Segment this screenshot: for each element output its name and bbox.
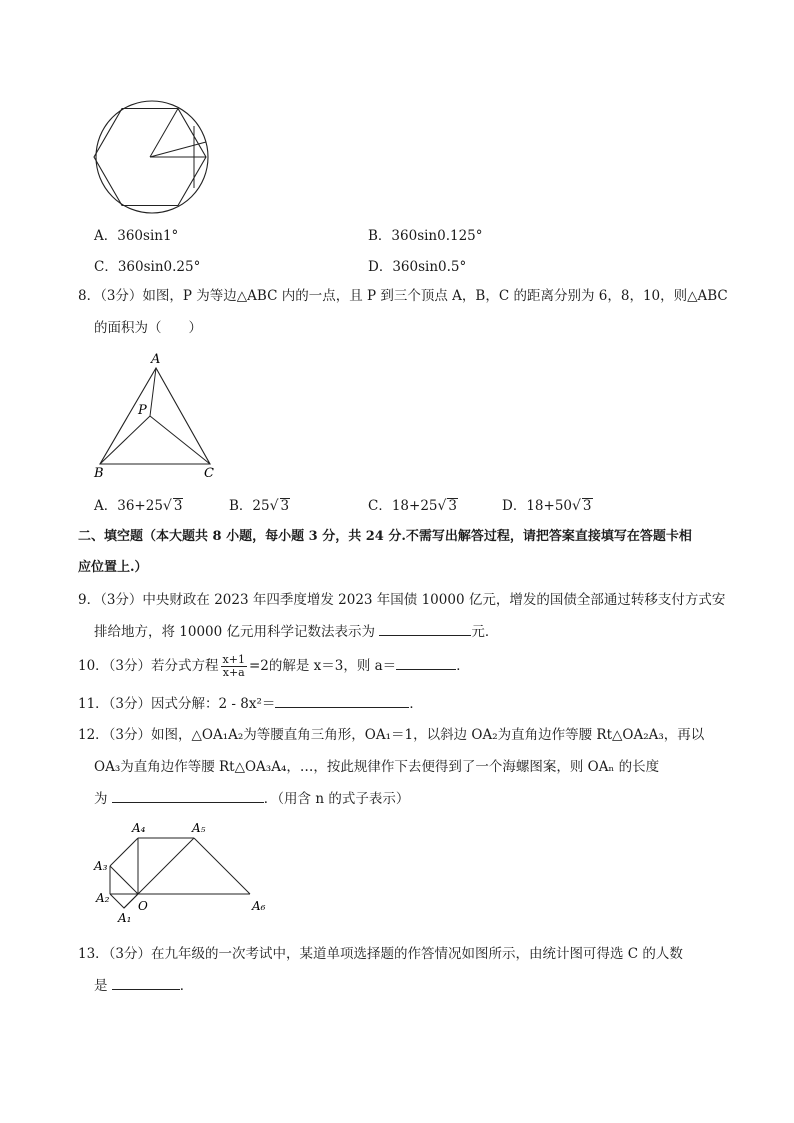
sqrt-icon: √ [572,498,581,514]
q12-hint: ．（用含 n 的式子表示） [263,791,410,807]
q9-text: 排给地方，将 10000 亿元用科学记数法表示为 [94,624,376,640]
q8-option-c [368,496,458,516]
q8-stem-line2: 的面积为（ ） [94,320,202,336]
q8-option-a-text: A．36+25 [94,498,163,514]
q10-fraction [221,654,247,679]
q12-answer-blank[interactable] [112,788,264,803]
q7-option-a: A．360sin1° [94,228,179,244]
sqrt-icon: √ [269,498,279,514]
label-a2: A₂ [96,891,110,905]
triangle-abc-figure [86,348,226,480]
label-a1: A₁ [118,911,132,925]
spiral-triangles-figure [90,816,280,932]
section2-heading-line2: 应位置上.） [78,560,148,575]
label-a6: A₆ [252,899,266,913]
q12-stem-line3 [94,788,409,809]
section2-heading-line1: 二、填空题（本大题共 8 小题，每小题 3 分，共 24 分.不需写出解答过程，请把答案直接填写在答题卡相 [78,529,692,544]
q13-answer-blank[interactable] [112,975,180,990]
q11-text: 11．（3分）因式分解：2 - 8x²＝ [78,696,276,712]
label-o: O [138,899,148,913]
q8-option-a [94,496,183,516]
q10-text: 10．（3分）若分式方程 [78,658,219,674]
q13-text: 是 [94,978,108,994]
q10-end: ． [456,658,470,674]
q9-stem-line2 [94,621,498,642]
q8-option-b [229,496,290,516]
q8-option-b-text: B．25 [229,498,270,514]
label-a4: A₄ [132,821,146,835]
sqrt-icon: √ [437,498,447,514]
q8-option-c-text: C．18+25 [368,498,438,514]
q13-stem-line1: 13．（3分）在九年级的一次考试中，某道单项选择题的作答情况如图所示，由统计图可得选 C 的人数 [78,946,683,962]
q8-option-d [502,496,593,516]
q8-stem-line1: 8．（3分）如图，P 为等边△ABC 内的一点，且 P 到三个顶点 A，B，C 的距离分别为 6，8，10，则△ABC [78,288,728,304]
q9-unit: 元． [471,624,499,640]
q11-answer-blank[interactable] [275,693,409,708]
q8-option-d-radicand: 3 [582,498,592,514]
sqrt-icon: √ [162,498,172,514]
q12-text: 为 [94,791,108,807]
q10-stem [78,651,470,681]
q7-option-c: C．360sin0.25° [94,259,201,275]
q11-end: ． [409,696,423,712]
q13-stem-line2 [94,975,193,996]
q10-text-2: =2的解是 x＝3，则 a＝ [248,658,397,674]
q10-numerator: x+1 [222,653,245,666]
label-p: P [138,403,147,418]
q11-stem [78,693,423,714]
label-c: C [204,466,214,480]
q7-option-b: B．360sin0.125° [368,228,483,244]
q13-end: ． [179,978,194,994]
label-a3: A₃ [94,859,108,873]
q9-answer-blank[interactable] [379,621,471,636]
q12-stem-line1: 12．（3分）如图，△OA₁A₂为等腰直角三角形，OA₁＝1，以斜边 OA₂为直角边作等腰 Rt△OA₂A₃，再以 [78,727,705,743]
q10-answer-blank[interactable] [396,655,456,670]
label-a5: A₅ [192,821,206,835]
circle-hexagon-figure [90,98,214,216]
label-b: B [94,466,104,480]
q12-stem-line2: OA₃为直角边作等腰 Rt△OA₃A₄，…，按此规律作下去便得到了一个海螺图案，则 OAₙ 的长度 [94,759,660,775]
q8-option-a-radicand: 3 [173,498,183,514]
q9-stem-line1: 9．（3分）中央财政在 2023 年四季度增发 2023 年国债 10000 亿元，增发的国债全部通过转移支付方式安 [78,592,726,608]
q10-denominator: x+a [222,666,245,679]
label-a: A [151,352,161,367]
q7-option-d: D．360sin0.5° [368,259,467,275]
q8-option-d-text: D．18+50 [502,498,572,514]
q8-option-c-radicand: 3 [448,498,458,514]
q8-option-b-radicand: 3 [280,498,290,514]
